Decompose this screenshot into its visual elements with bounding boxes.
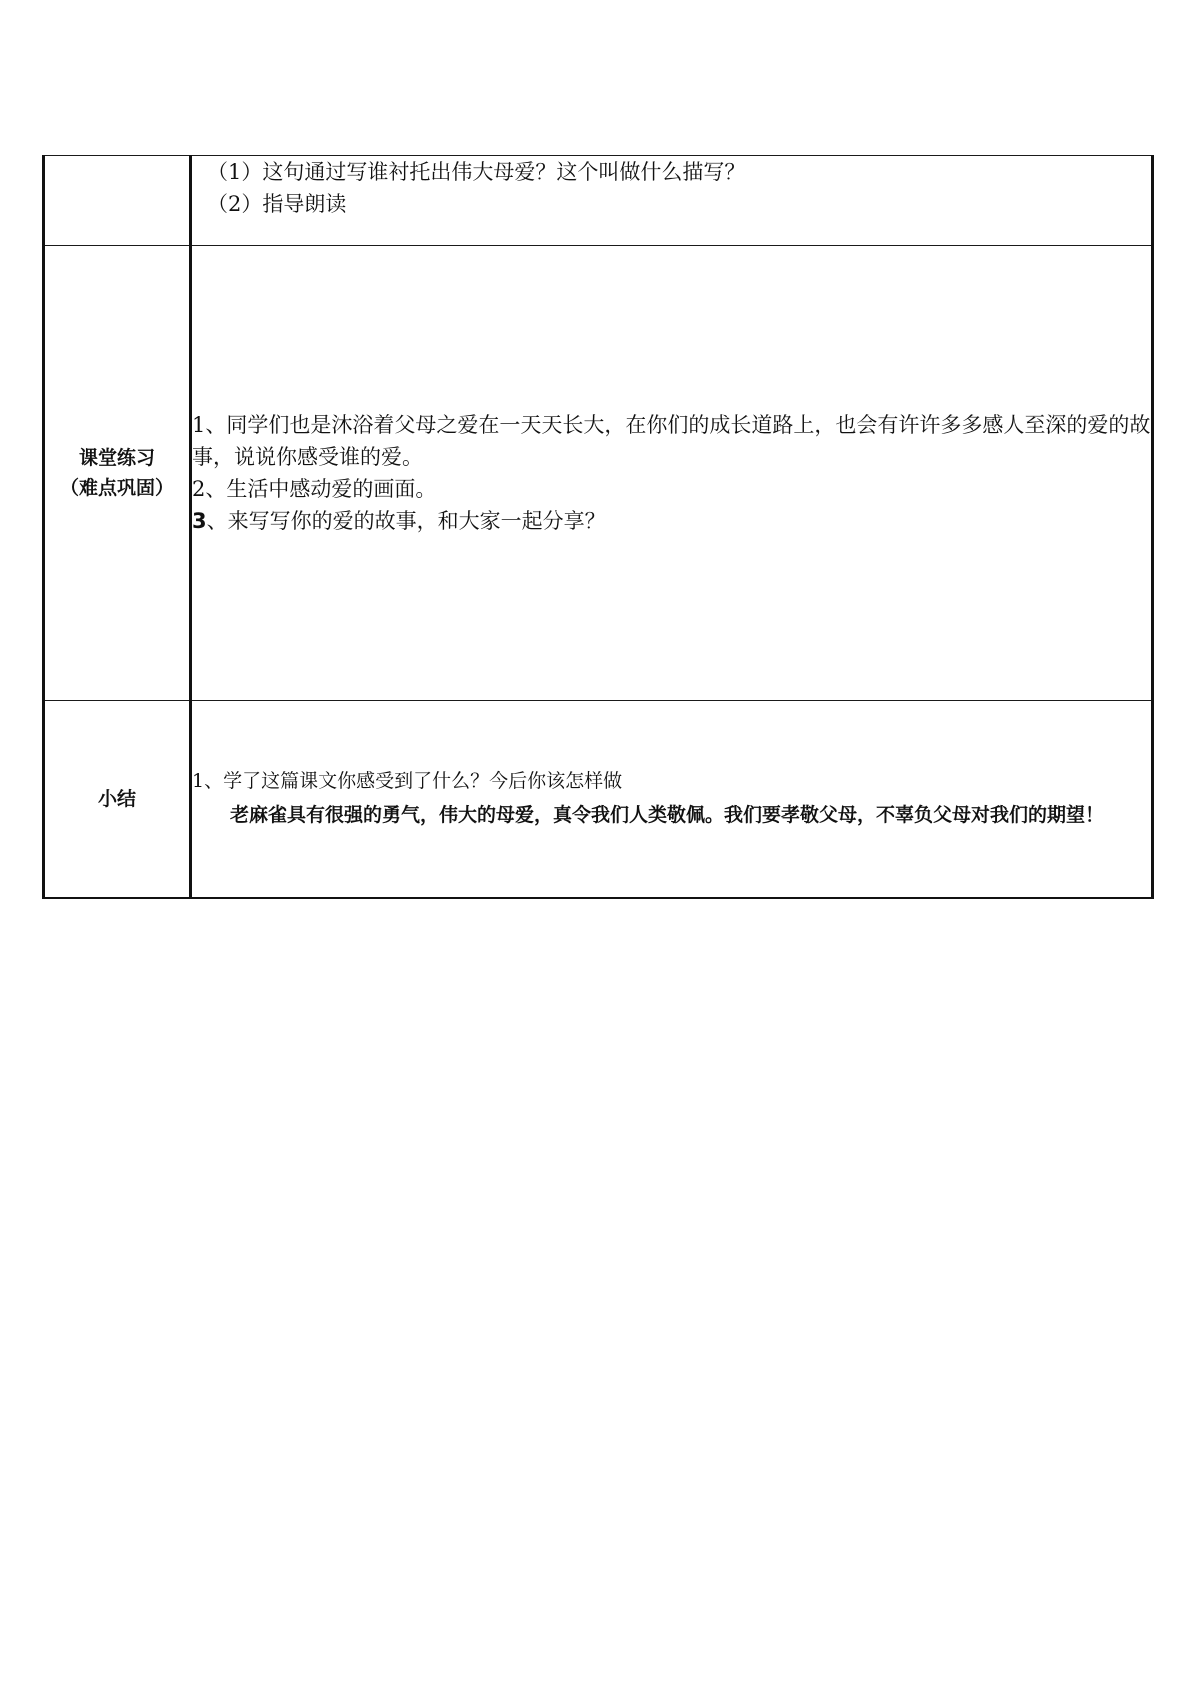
summary-question: 1、学了这篇课文你感受到了什么？今后你该怎样做 xyxy=(192,769,623,792)
practice-item-2: 2、生活中感动爱的画面。 xyxy=(192,477,437,501)
summary-label: 小结 xyxy=(44,701,191,898)
practice-sublabel: （难点巩固） xyxy=(59,477,174,499)
table-row xyxy=(44,246,1153,701)
practice-item-1: 1、同学们也是沐浴着父母之爱在一天天长大，在你们的成长道路上，也会有许许多多感人至深的爱的故事，说说你感受谁的爱。 xyxy=(192,413,1151,469)
table-row xyxy=(44,701,1153,898)
practice-content-cell xyxy=(191,246,1153,701)
lesson-plan-table xyxy=(42,155,1154,899)
practice-item-3-number: 3 xyxy=(192,509,207,533)
guided-reading-cell xyxy=(191,156,1153,246)
summary-text: 老麻雀具有很强的勇气，伟大的母爱，真令我们人类敬佩。我们要孝敬父母，不辜负父母对我们的期望！ xyxy=(230,803,1105,826)
question-line-2: （2）指导朗读 xyxy=(207,192,347,216)
row-label-empty xyxy=(44,156,191,246)
practice-item-3-text: 、来写写你的爱的故事，和大家一起分享？ xyxy=(206,509,606,533)
table-row xyxy=(44,156,1153,246)
practice-item-3 xyxy=(192,505,1151,537)
practice-label-cell xyxy=(44,246,191,701)
practice-label: 课堂练习 xyxy=(78,447,155,469)
summary-content-cell xyxy=(191,701,1153,898)
question-line-1: （1）这句通过写谁衬托出伟大母爱？这个叫做什么描写？ xyxy=(207,160,746,184)
